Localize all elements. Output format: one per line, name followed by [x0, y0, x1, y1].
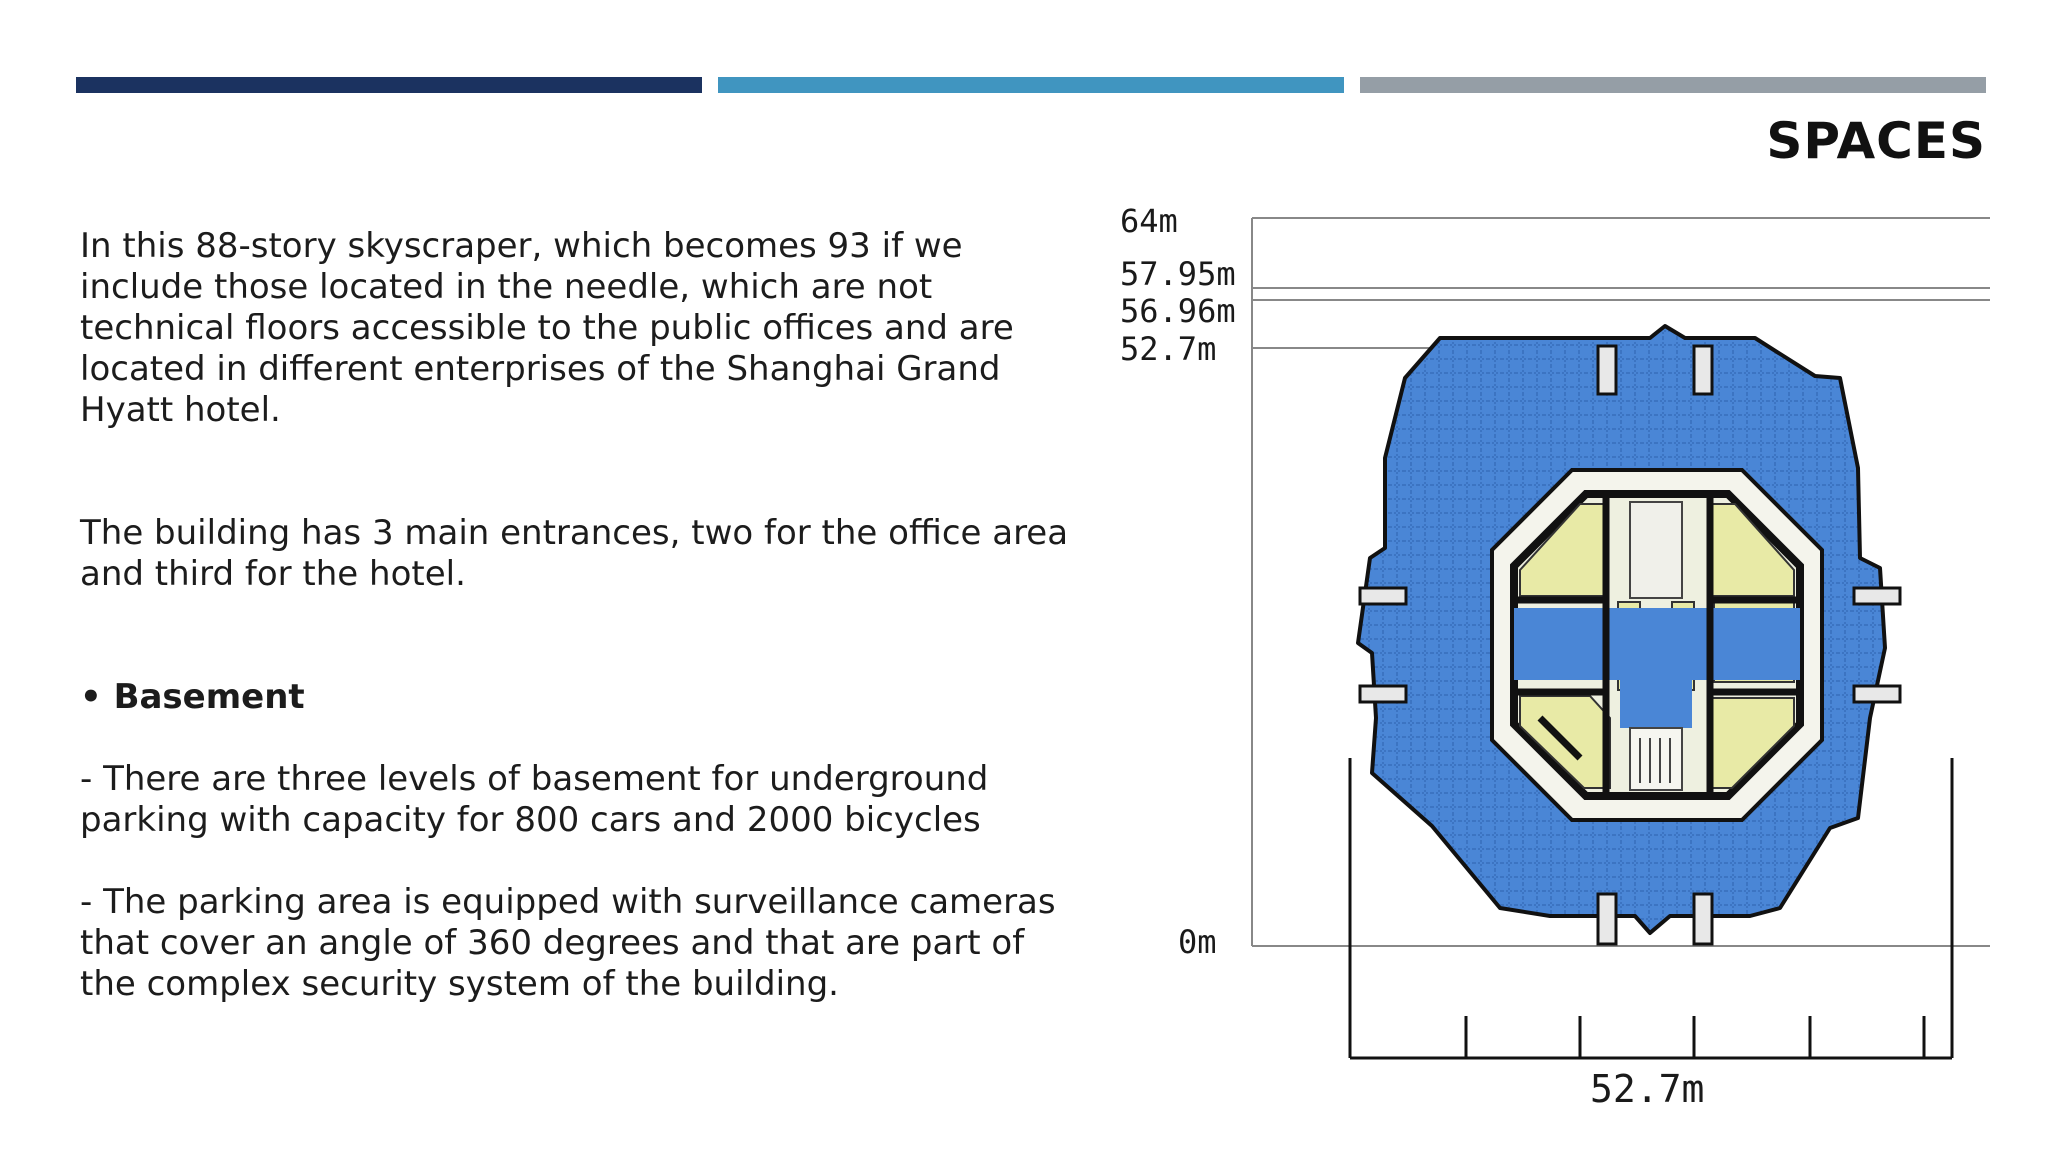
surveillance-paragraph: - The parking area is equipped with surveillance cameras that cover an angle of 360 degrees and that are part of the complex security system of the building. — [80, 882, 1056, 1004]
dim-label-57-95m: 57.95m — [1120, 255, 1236, 293]
header-bar-navy — [76, 77, 702, 93]
floor-plan-diagram — [1110, 198, 1990, 1118]
width-label: 52.7m — [1590, 1067, 1705, 1111]
dimension-labels — [1120, 202, 1236, 961]
floor-plan-figure — [1110, 198, 1990, 1118]
page-title: SPACES — [1766, 112, 1986, 170]
basement-heading: • Basement — [80, 677, 305, 717]
intro-paragraph: In this 88-story skyscraper, which becomes 93 if we include those located in the needle, which are not technical floors accessible to the public offices and are located in different enterprises of the Shanghai Grand Hyatt hotel. — [80, 226, 1014, 430]
dim-label-64m: 64m — [1120, 202, 1178, 240]
body-text — [80, 226, 1070, 1005]
dim-label-52-7m: 52.7m — [1120, 330, 1217, 368]
dim-label-56-96m: 56.96m — [1120, 292, 1236, 330]
entrances-paragraph: The building has 3 main entrances, two for the office area and third for the hotel. — [80, 513, 1069, 594]
header-bar-gray — [1360, 77, 1986, 93]
header-bar-blue — [718, 77, 1344, 93]
dim-label-0m: 0m — [1178, 923, 1217, 961]
parking-capacity-paragraph: - There are three levels of basement for underground parking with capacity for 800 cars and 2000 bicycles — [80, 759, 989, 840]
